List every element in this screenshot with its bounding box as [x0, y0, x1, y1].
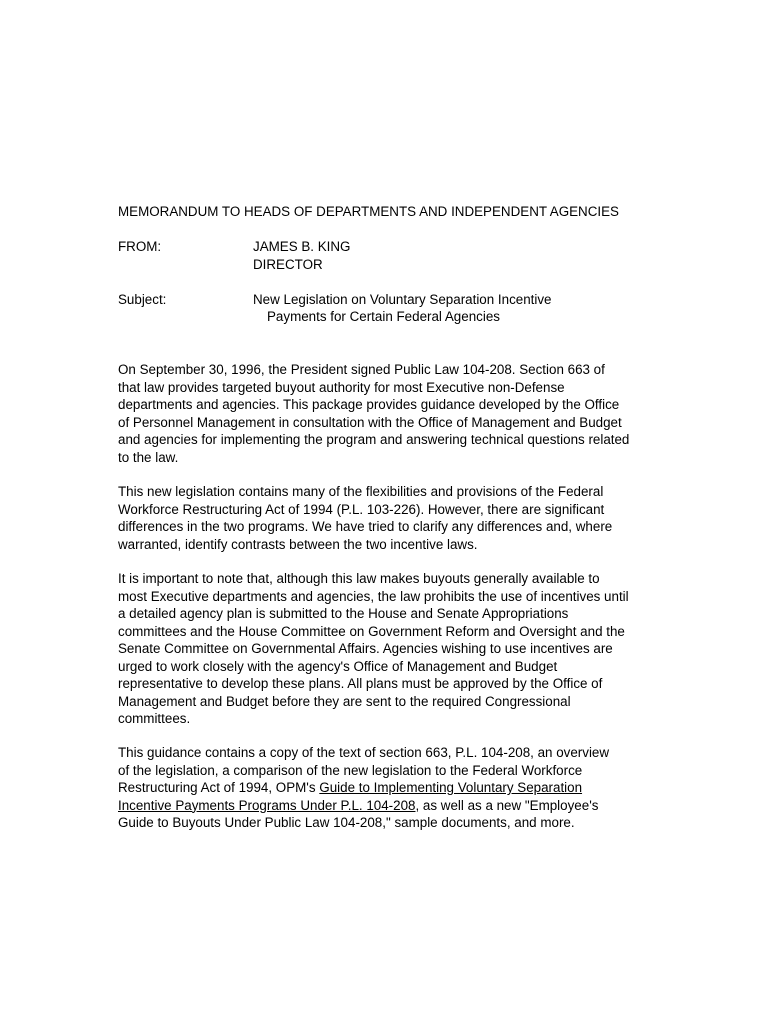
text-line: departments and agencies. This package provides guidance developed by the Office — [118, 397, 620, 412]
text-line: Management and Budget before they are sent to the required Congressional — [118, 693, 571, 709]
paragraph-2 — [118, 483, 688, 553]
text-line: This new legislation contains many of the flexibilities and provisions of the Federal — [118, 484, 604, 499]
text-line: warranted, identify contrasts between the two incentive laws. — [118, 536, 478, 552]
from-name: JAMES B. KING — [253, 239, 351, 254]
from-label: FROM: — [118, 239, 162, 254]
guide-title-link: Guide to Implementing Voluntary Separation — [319, 780, 583, 795]
subject-line-2: Payments for Certain Federal Agencies — [267, 309, 500, 324]
guide-title-link-cont: Incentive Payments Programs Under P.L. 104-208 — [118, 797, 416, 813]
from-title: DIRECTOR — [253, 257, 323, 272]
text-line: Guide to Buyouts Under Public Law 104-208," sample documents, and more. — [118, 815, 575, 830]
text-line: most Executive departments and agencies, the law prohibits the use of incentives until — [118, 588, 629, 604]
subject-line-1: New Legislation on Voluntary Separation Incentive — [253, 292, 552, 307]
text-segment: Restructuring Act of 1994, OPM's — [118, 780, 320, 795]
text-line: of Personnel Management in consultation with the Office of Management and Budget — [118, 414, 622, 430]
text-segment: , as well as a new "Employee's — [415, 797, 599, 813]
text-line: committees. — [118, 711, 191, 726]
text-line — [118, 797, 688, 815]
subject-label: Subject: — [118, 292, 167, 307]
text-line: differences in the two programs. We have tried to clarify any differences and, where — [118, 519, 613, 534]
text-line: Senate Committee on Governmental Affairs. Agencies wishing to use incentives are — [118, 641, 613, 656]
text-line: to the law. — [118, 449, 179, 465]
text-line — [118, 779, 688, 797]
text-line: On September 30, 1996, the President signed Public Law 104-208. Section 663 of — [118, 362, 605, 377]
text-line: committees and the House Committee on Government Reform and Oversight and the — [118, 623, 625, 639]
paragraph-3 — [118, 570, 688, 728]
text-line: Workforce Restructuring Act of 1994 (P.L. 103-226). However, there are significant — [118, 501, 605, 517]
text-line: This guidance contains a copy of the text of section 663, P.L. 104-208, an overview — [118, 745, 610, 760]
text-line: that law provides targeted buyout authority for most Executive non-Defense — [118, 379, 565, 395]
text-line: and agencies for implementing the program and answering technical questions related — [118, 432, 630, 447]
text-line: urged to work closely with the agency's Office of Management and Budget — [118, 658, 558, 674]
paragraph-4 — [118, 744, 688, 832]
text-line: representative to develop these plans. All plans must be approved by the Office of — [118, 676, 603, 691]
memo-title: MEMORANDUM TO HEADS OF DEPARTMENTS AND INDEPENDENT AGENCIES — [118, 204, 619, 219]
paragraph-1 — [118, 361, 688, 466]
text-line: a detailed agency plan is submitted to the House and Senate Appropriations — [118, 606, 569, 621]
text-line: It is important to note that, although this law makes buyouts generally available to — [118, 571, 600, 586]
text-line: of the legislation, a comparison of the new legislation to the Federal Workforce — [118, 762, 583, 778]
